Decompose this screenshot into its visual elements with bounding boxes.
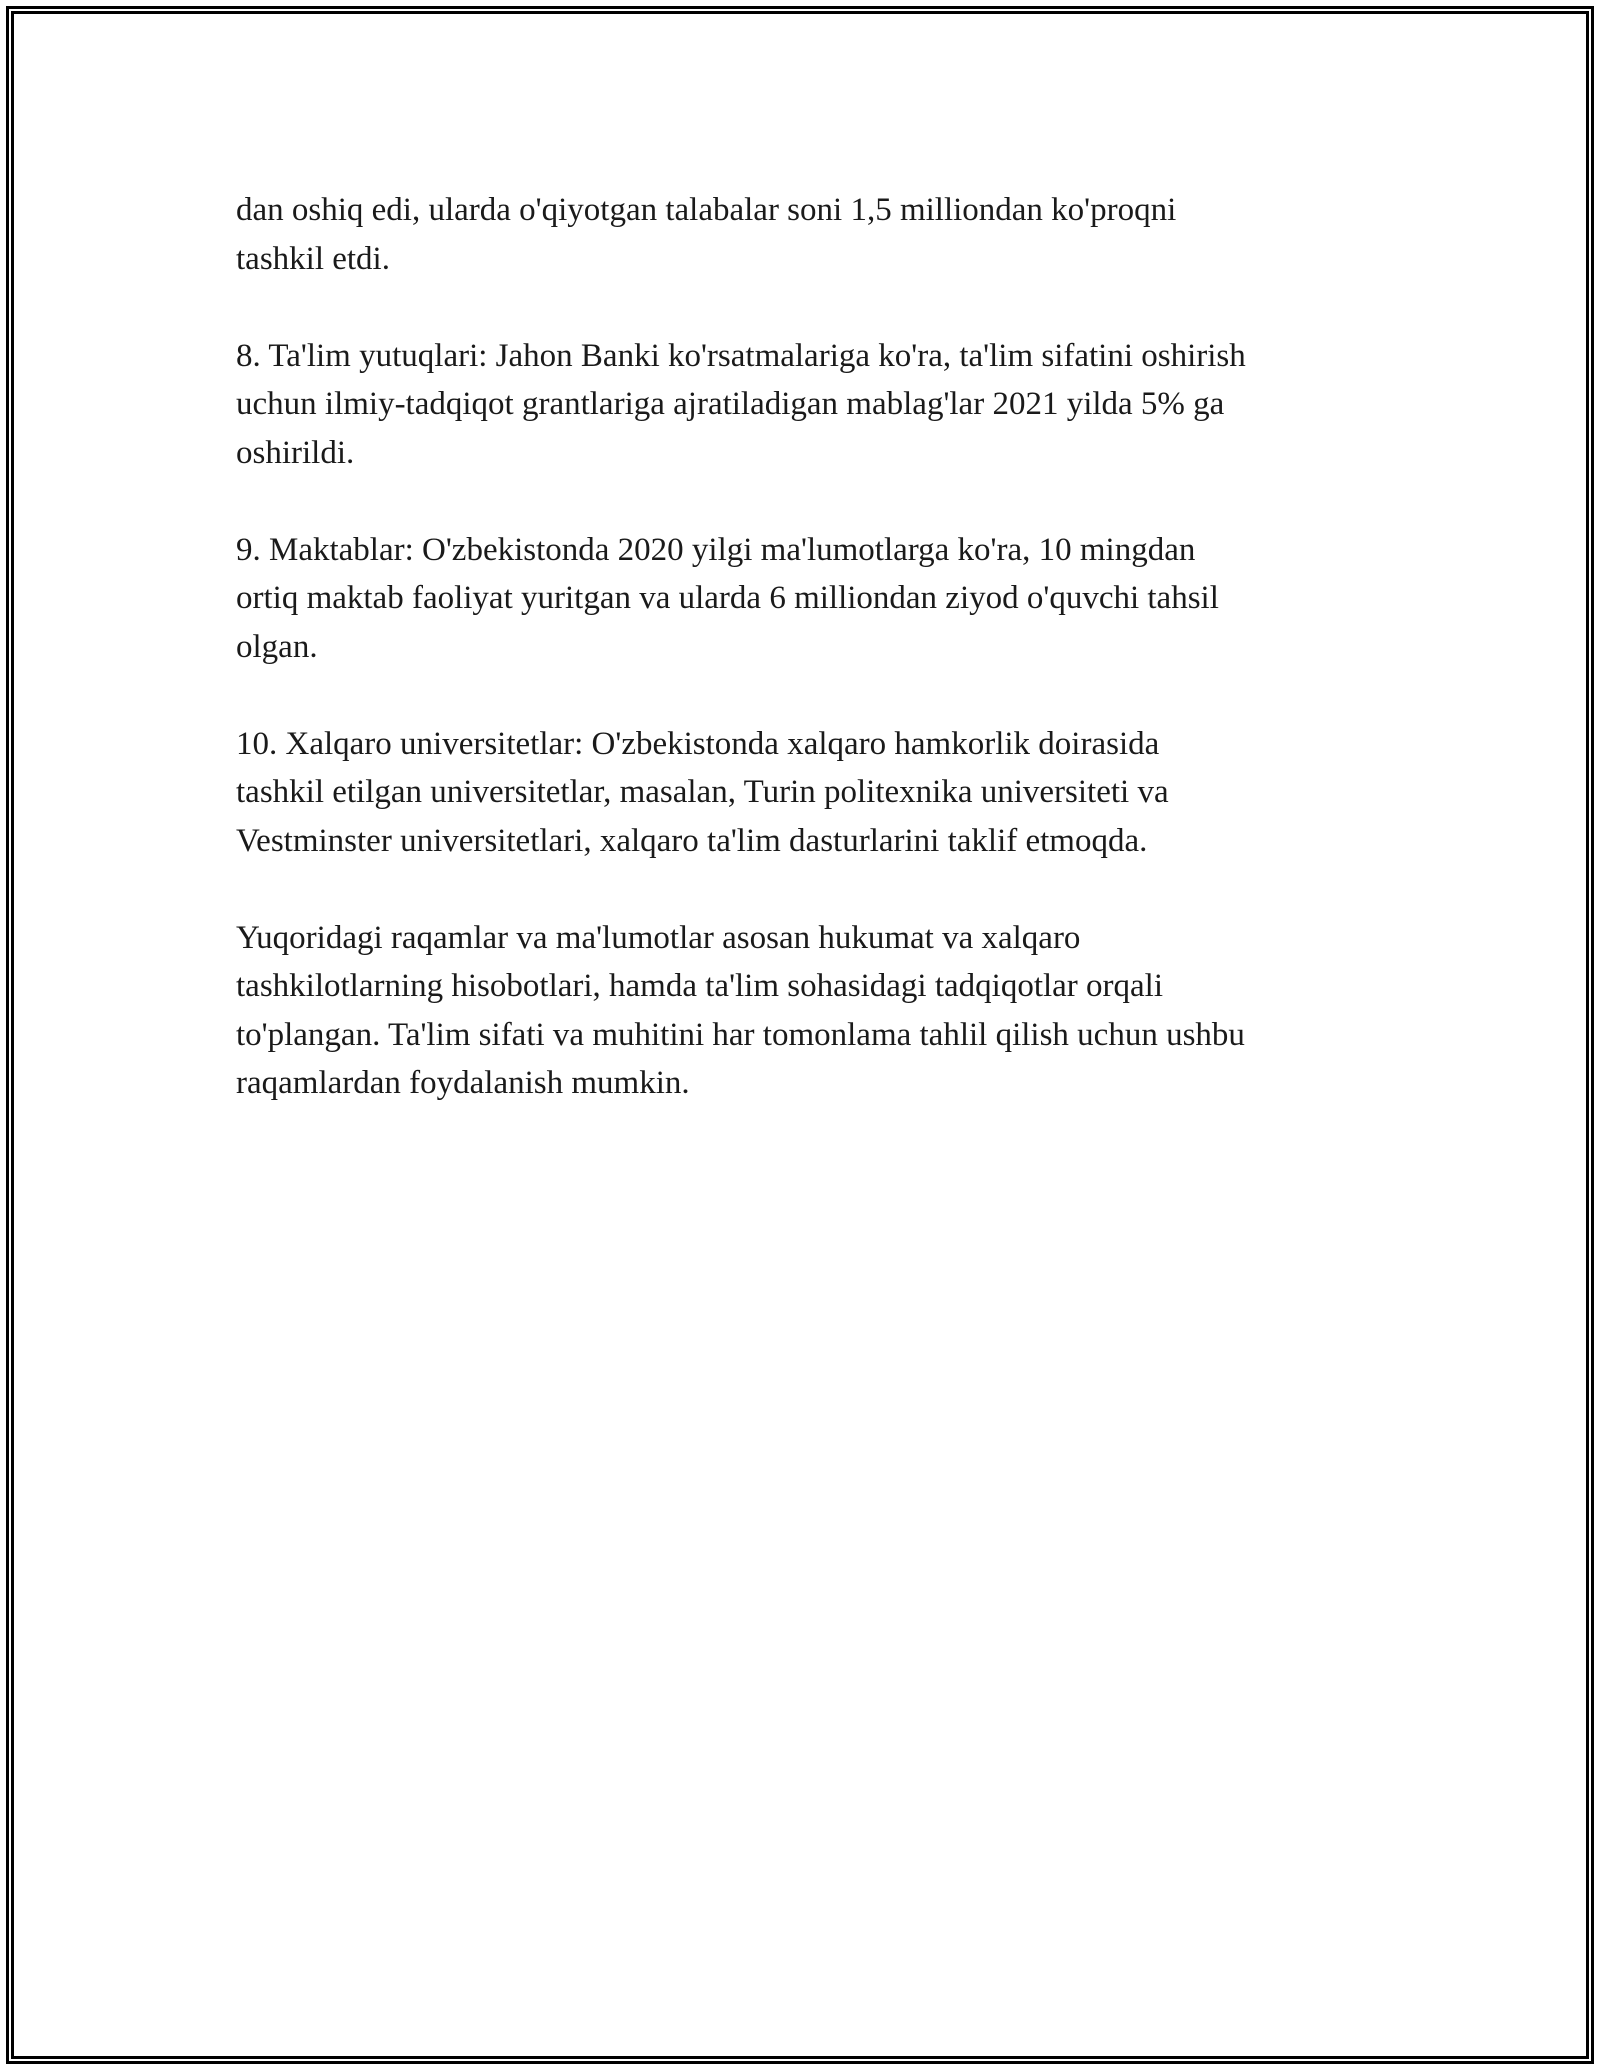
document-body <box>236 186 1396 1156</box>
paragraph-item-10: 10. Xalqaro universitetlar: O'zbekistonda xalqaro hamkorlik doirasida tashkil etilgan universitetlar, masalan, Turin politexnika universiteti va Vestminster universitetlari, xalqaro ta'lim dasturlarini taklif etmoqda. <box>236 725 1169 859</box>
paragraph-continuation: dan oshiq edi, ularda o'qiyotgan talabalar soni 1,5 milliondan ko'proqni tashkil etdi. <box>236 192 1177 277</box>
paragraph-conclusion: Yuqoridagi raqamlar va ma'lumotlar asosan hukumat va xalqaro tashkilotlarning hisobotlari, hamda ta'lim sohasidagi tadqiqotlar orqali to'plangan. Ta'lim sifati va muhitini har tomonlama tahlil qilish uchun ushbu raqamlardan foydalanish mumkin. <box>236 919 1245 1101</box>
paragraph-item-9: 9. Maktablar: O'zbekistonda 2020 yilgi ma'lumotlarga ko'ra, 10 mingdan ortiq maktab faoliyat yuritgan va ularda 6 milliondan ziyod o'quvchi tahsil olgan. <box>236 531 1219 665</box>
paragraph-item-8: 8. Ta'lim yutuqlari: Jahon Banki ko'rsatmalariga ko'ra, ta'lim sifatini oshirish uchun ilmiy-tadqiqot grantlariga ajratiladigan mablag'lar 2021 yilda 5% ga oshirildi. <box>236 337 1246 471</box>
